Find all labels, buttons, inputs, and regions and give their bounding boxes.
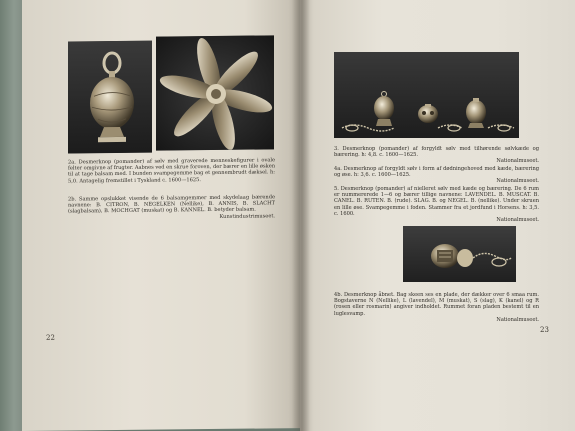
caption-2b-text: 2b. Samme opslukket visende de 6 balsamgemmer med skydelaag bærende navnene: B. CITRON, B. NEGELKEN (Nellike), B. ANNIS, B. SLACHT (slagbalsam), B. MOCHGAT (muskat) og B. KANNEL. B. betyder balsam. [68,194,275,215]
caption-4b-source: Nationalmuseet. [496,316,539,323]
caption-4b-text: 4b. Desmerknop åbnet. Bag skeen ses en plade, der dækker over 6 smaa rum. Bogstaverne N (Nellike), L (lavendel), M (muskat), S (slag), K (kanel) og R (rosen eller rosmarin) angiver indholdet. Rummet foran pladen bestemt til en luglesvamp. [334,292,539,317]
caption-5-text: 5. Desmerknop (pomander) af nielleret sølv med kæde og bærering. De 6 rum er nummererede 1—6 og bærer tillige navnene: LAVENDEL. B. MUSCAT. B. CANEL. B. RUTEN. B. (rude). SLAG. B. og NEGEL. B. (nellike). Under skruen en lille øse. Svampegemme i foden. Stammer fra et jordfund i Horsens. h: 3,5. c. 1600. [334,186,539,217]
left-page [22,0,300,431]
caption-2a-text: 2a. Desmerknop (pomander) af sølv med graverede menneskefigurer i ovale felter omgivne af frugter. Aabnes ved en skrue foroven, der bærer en lille øsken til at tage balsam med. I bunden svampegemme bag et gennembrudt dæksel. h: 5,0. Antagelig fremstillet i Tyskland c. 1600—1625. [68,157,275,185]
caption-3-text: 3. Desmerknop (pomander) af forgyldt sølv med tilhørende sølvkæde og bærering. h: 4,8. c. 1600—1625. [334,146,539,159]
photo-4b-opened-pomander [403,226,516,282]
caption-4a [334,166,539,185]
open-book [22,0,575,431]
page-number-right: 23 [540,326,549,334]
caption-3-source: Nationalmuseet. [496,158,539,165]
caption-5 [334,186,539,223]
caption-4a-source: Nationalmuseet. [496,178,539,185]
caption-4a-text: 4a. Desmerknop af forgyldt sølv i form af dødningehoved med kæde, bærering og øse. h: 3,6. c. 1600—1625. [334,166,539,179]
caption-2b [68,194,275,221]
caption-2b-source: Kunstindustrimuseet. [219,212,275,220]
caption-4b [334,292,539,323]
caption-2a [68,157,275,184]
right-page [300,0,575,431]
photo-2a-pomander [68,41,152,154]
photo-3-4a-5-pomanders [334,52,519,138]
caption-5-source: Nationalmuseet. [496,217,539,224]
caption-3 [334,146,539,165]
page-number-left: 22 [46,333,55,342]
photo-2b-opened-pomander [156,35,274,150]
